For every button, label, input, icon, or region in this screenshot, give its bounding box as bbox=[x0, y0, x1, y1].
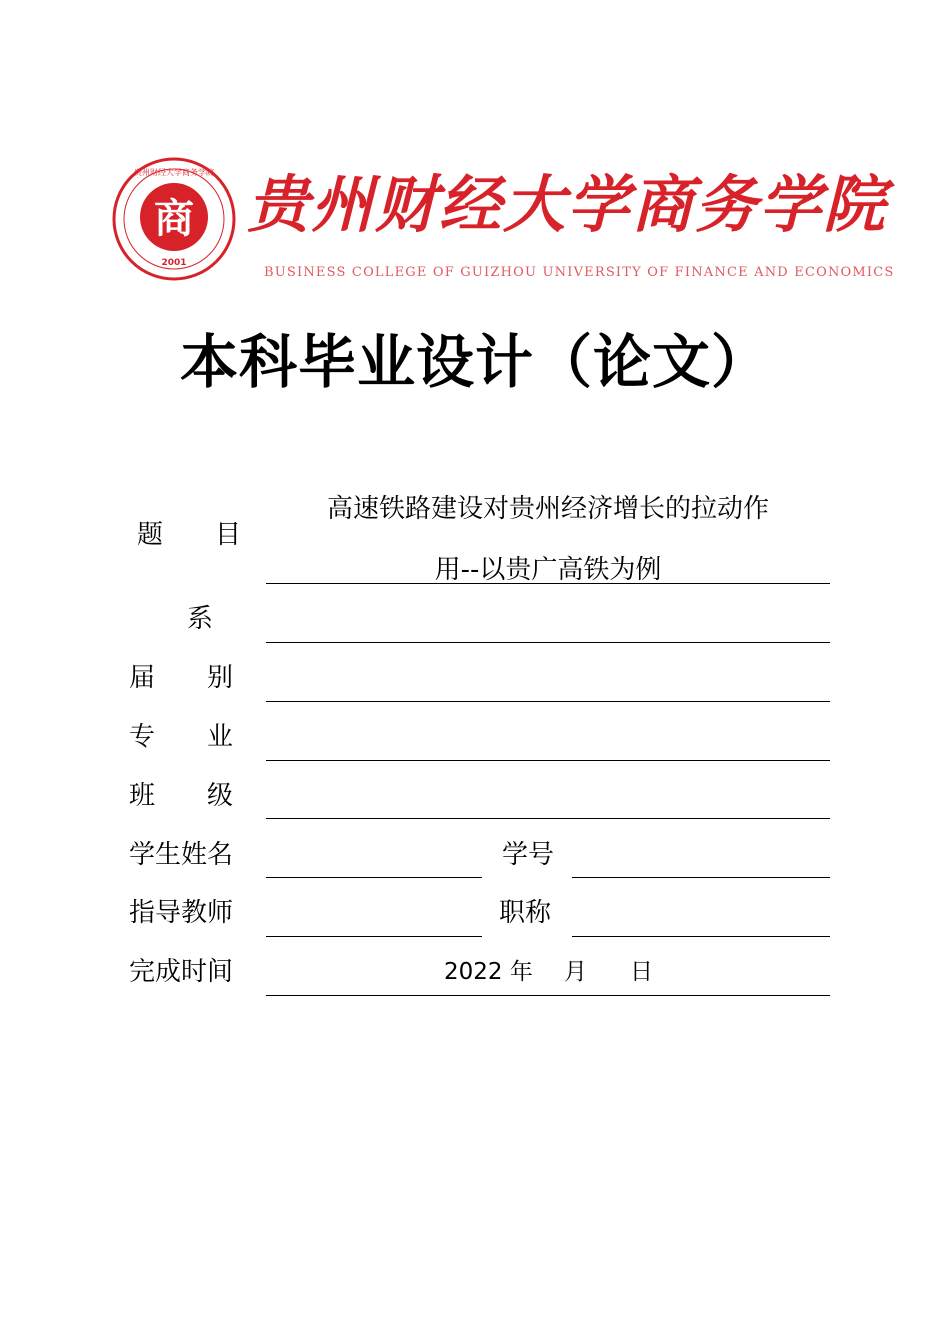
session-underline bbox=[266, 701, 830, 702]
session-label: 届 别 bbox=[129, 663, 234, 693]
major-underline bbox=[266, 760, 830, 761]
class-underline bbox=[266, 818, 830, 819]
date-underline bbox=[266, 995, 830, 996]
student-name-underline bbox=[266, 877, 482, 878]
advisor-label: 指导教师 bbox=[129, 898, 234, 928]
page-title: 本科毕业设计（论文） bbox=[179, 328, 770, 396]
seal-char: 商 bbox=[154, 195, 194, 242]
school-seal-icon bbox=[112, 157, 236, 281]
topic-line-2: 用--以贵广高铁为例 bbox=[434, 555, 662, 585]
student-id-underline bbox=[572, 877, 830, 878]
student-name-label: 学生姓名 bbox=[129, 840, 234, 870]
completion-date-label: 完成时间 bbox=[129, 957, 234, 987]
title-rank-label: 职称 bbox=[499, 898, 552, 928]
school-name: 贵州财经大学商务学院 bbox=[247, 168, 888, 241]
seal-year: 2001 bbox=[161, 258, 187, 268]
seal-ring-text: 贵州财经大学商务学院 bbox=[134, 168, 214, 177]
major-label: 专 业 bbox=[129, 722, 234, 752]
dept-underline bbox=[266, 642, 830, 643]
date-year: 2022 年 bbox=[444, 959, 533, 985]
topic-underline bbox=[266, 583, 830, 584]
title-rank-underline bbox=[572, 936, 830, 937]
class-label: 班 级 bbox=[129, 781, 234, 811]
date-day: 日 bbox=[630, 959, 653, 985]
school-name-english: BUSINESS COLLEGE OF GUIZHOU UNIVERSITY OF FINANCE AND ECONOMICS bbox=[264, 265, 895, 280]
school-logo bbox=[112, 157, 895, 287]
date-month: 月 bbox=[564, 959, 587, 985]
topic-label: 题 目 bbox=[137, 520, 242, 550]
advisor-underline bbox=[266, 936, 482, 937]
topic-line-1: 高速铁路建设对贵州经济增长的拉动作 bbox=[326, 494, 769, 524]
dept-label: 系 bbox=[187, 604, 214, 634]
student-id-label: 学号 bbox=[502, 840, 555, 870]
